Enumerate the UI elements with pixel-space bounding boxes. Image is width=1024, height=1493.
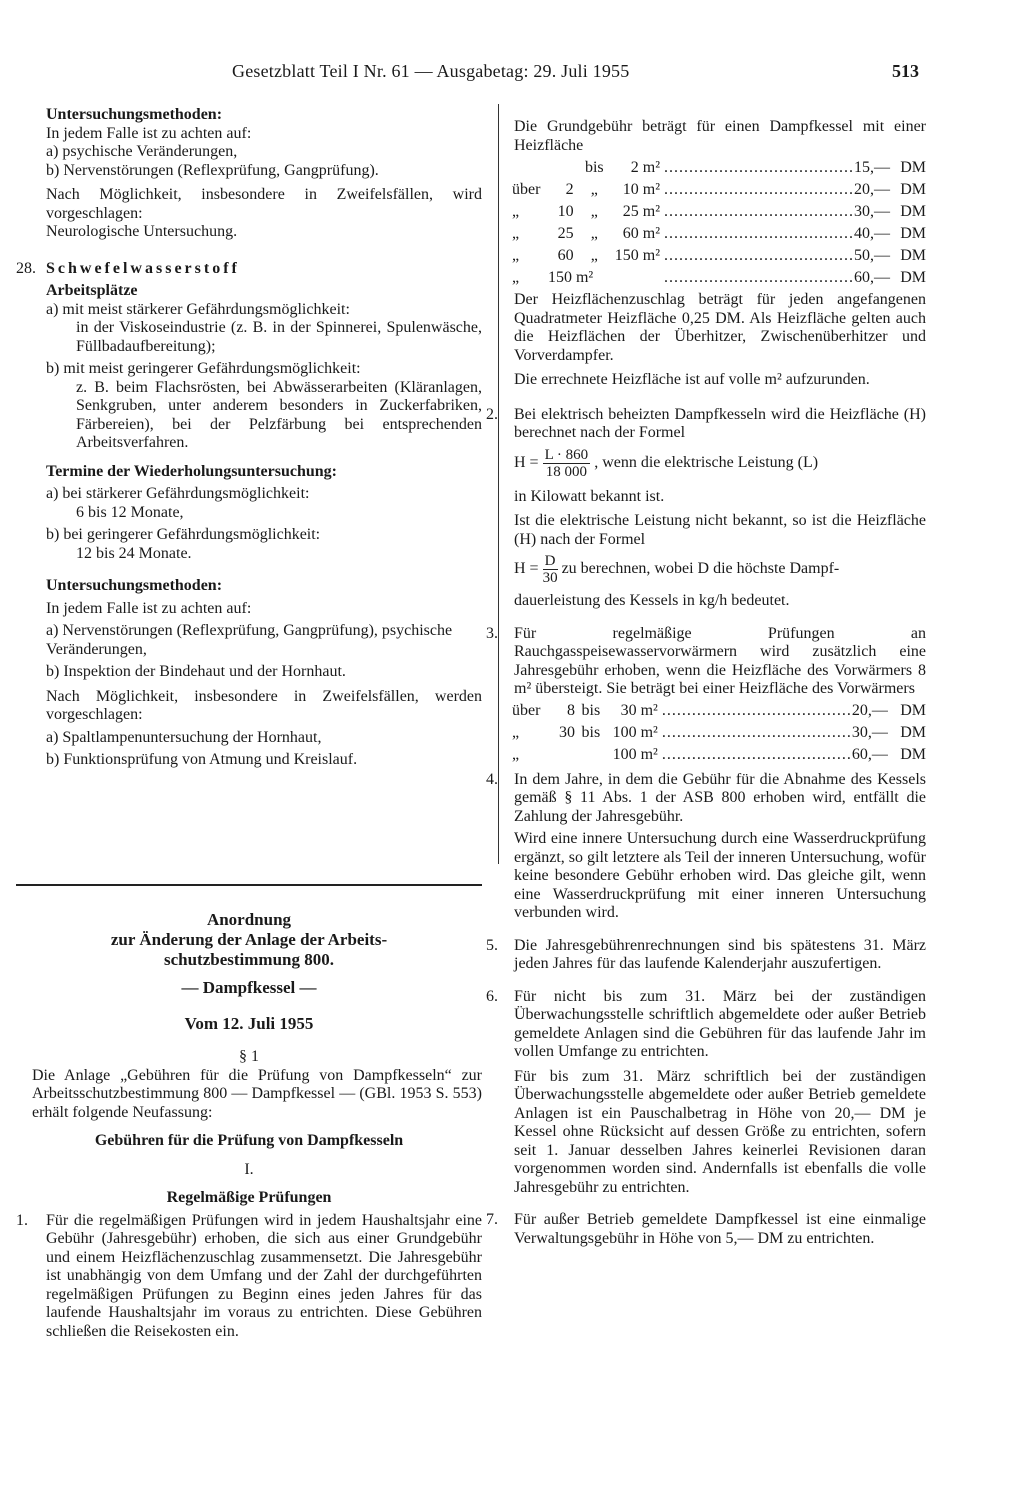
fee-item-6 <box>486 988 926 1198</box>
ordinance <box>16 910 482 1341</box>
fee-item-1 <box>16 1212 482 1342</box>
item-text: Bei elektrisch beheizten Dampfkesseln wird die Heizfläche (H) berechnet nach der Formel <box>514 405 926 441</box>
item-text: Für außer Betrieb gemeldete Dampfkessel ist eine einmalige Verwaltungsgebühr in Höhe von 5,— DM zu entrichten. <box>514 1211 926 1247</box>
item-text: In dem Jahre, in dem die Gebühr für die Abnahme des Kessels gemäß § 11 Abs. 1 der ASB 800 erhoben wird, entfällt die Zahlung der Jahresgebühr. <box>514 770 926 825</box>
methods-block-1 <box>16 106 482 242</box>
ordinance-subtitle: — Dampfkessel — <box>181 978 317 997</box>
left-column <box>16 106 482 770</box>
paragraph-sign: § 1 <box>239 1048 259 1065</box>
item-text: Für nicht bis zum 31. März bei der zuständigen Überwachungsstelle schriftlich abgemeldete oder außer Betrieb gemeldete Anlagen sind die Gebühren für das laufende Jahr im vollen Umfange zu entrichten. <box>514 987 926 1060</box>
item-text-2: Ist die elektrische Leistung nicht bekannt, so ist die Heizfläche (H) nach der Formel <box>514 512 926 548</box>
formula-1: H = $\frac{L \cdot 860}{18 000}$ , wenn die elektrische Leistung (L) <box>514 446 819 480</box>
formula-2: H = $\frac{D}{30}$ zu berechnen, wobei D die höchste Dampf- <box>514 553 840 586</box>
right-column <box>486 118 926 1248</box>
ordinance-title-1: Anordnung <box>206 910 292 929</box>
table-row: „ 30 bis 100 m² ..... 30,— DM <box>512 721 926 743</box>
fraction: $\frac{D}{30}$ <box>542 553 558 586</box>
section-number: I. <box>244 1160 254 1178</box>
formula-1-condition: in Kilowatt bekannt ist. <box>514 487 665 505</box>
table-row: „ 25 „ 60 m² ..... 40,— DM <box>512 221 926 243</box>
methods-note: Nach Möglichkeit, insbesondere in Zweifelsfällen, wird vorgeschlagen: <box>46 186 482 222</box>
table-row: „ 100 m² ..... 60,— DM <box>512 743 926 765</box>
page-header <box>0 62 1024 86</box>
table-row: bis 2 m² ..... 15,— DM <box>512 155 926 177</box>
terms-b: b) bei geringerer Gefährdungsmöglichkeit: <box>46 526 321 543</box>
item-title: Schwefelwasserstoff <box>46 259 240 277</box>
item-number: 28. <box>16 259 36 277</box>
table-row: „ 10 „ 25 m² ..... 30,— DM <box>512 199 926 221</box>
workplaces-b-text: z. B. beim Flachsrösten, bei Abwässerarbeiten (Kläranlagen, Senkgruben, unter anderem besonders in Zuckerfabriken, Färbereien), bei der Pelzfärbung bei entsprechenden Arbeitsverfahren. <box>76 378 482 451</box>
methods2-a: a) Nervenstörungen (Reflexprüfung, Gangprüfung), psychische Veränderungen, <box>46 622 453 658</box>
fee-item-5 <box>486 937 926 974</box>
fee-item-7 <box>486 1211 926 1248</box>
rounding-text: Die errechnete Heizfläche ist auf volle m² aufzurunden. <box>514 371 870 388</box>
item-text-2: Für bis zum 31. März schriftlich bei der zuständigen Überwachungsstelle abgemeldete oder außer Betrieb gemeldete Anlagen ist ein Pauschalbetrag in Höhe von 20,— DM je Kessel ohne Rücksicht auf dessen Größe zu entrichten, sofern seit 1. Januar desselben Jahres keinerlei Revisionen daran vorgenommen worden sind. Andernfalls ist ebenfalls die volle Jahresgebühr zu entrichten. <box>514 1067 926 1196</box>
fee-item-2 <box>486 406 926 611</box>
methods2-intro: In jedem Falle ist zu achten auf: <box>46 599 252 617</box>
fee-item-4 <box>486 771 926 923</box>
table-row: „ 150 m² ..... 60,— DM <box>512 265 926 287</box>
workplaces-a-head: a) mit meist stärkerer Gefährdungsmöglichkeit: <box>46 300 350 318</box>
surcharge-text: Der Heizflächenzuschlag beträgt für jeden angefangenen Quadratmeter Heizfläche 0,25 DM. Als Heizfläche gelten auch die Heizflächen der Überhitzer, Zwischenüberhitzer und Vorverdampfer. <box>514 291 926 364</box>
ordinance-title <box>16 910 482 1034</box>
workplaces-a-text: in der Viskoseindustrie (z. B. in der Spinnerei, Spulenwäsche, Füllbadaufbereitung); <box>76 319 482 355</box>
ordinance-title-3: schutzbestimmung 800. <box>163 950 334 969</box>
table-row: „ 60 „ 150 m² ..... 50,— DM <box>512 243 926 265</box>
fee-item-3 <box>486 625 926 699</box>
terms-b-value: 12 bis 24 Monate. <box>76 544 192 562</box>
workplaces-b-head: b) mit meist geringerer Gefährdungsmöglichkeit: <box>46 360 361 377</box>
terms-a-value: 6 bis 12 Monate, <box>76 503 184 521</box>
item-text-2: Wird eine innere Untersuchung durch eine Wasserdruckprüfung ergänzt, so gilt letztere als Teil der inneren Untersuchung, wofür keine besondere Gebühr erhoben wird. Das gleiche gilt, wenn eine Wasserdruckprüfung mit einer inneren Untersuchung verbunden wird. <box>514 830 926 921</box>
header-title: Gesetzblatt Teil I Nr. 61 — Ausgabetag: 29. Juli 1955 <box>232 61 630 81</box>
item-number: 1. <box>16 1211 28 1229</box>
section-divider <box>16 884 482 886</box>
ordinance-date: Vom 12. Juli 1955 <box>184 1014 314 1033</box>
item-number: 4. <box>486 770 498 788</box>
terms-heading: Termine der Wiederholungsuntersuchung: <box>46 462 338 480</box>
methods2-note-a: a) Spaltlampenuntersuchung der Hornhaut, <box>46 728 322 746</box>
fraction: $\frac{L \cdot 860}{18 000}$ <box>544 446 589 480</box>
base-fee-intro: Die Grundgebühr beträgt für einen Dampfkessel mit einer Heizfläche <box>514 118 926 154</box>
methods2-b: b) Inspektion der Bindehaut und der Hornhaut. <box>46 663 346 680</box>
methods2-note: Nach Möglichkeit, insbesondere in Zweifelsfällen, werden vorgeschlagen: <box>46 687 482 723</box>
item-number: 2. <box>486 405 498 423</box>
formula-2-condition: dauerleistung des Kessels in kg/h bedeutet. <box>514 592 790 609</box>
item-number: 3. <box>486 624 498 642</box>
item-28 <box>16 260 482 770</box>
methods-a: a) psychische Veränderungen, <box>46 143 238 160</box>
base-fee-table <box>512 155 926 287</box>
table-row: über 8 bis 30 m² ..... 20,— DM <box>512 699 926 721</box>
item-text: Für regelmäßige Prüfungen an Rauchgasspeisewasservorwärmern wird zusätzlich eine Jahresgebühr erhoben, wenn die Heizfläche des Vorwärmers 8 m² übersteigt. Sie beträgt bei einer Heizfläche des Vorwärmers <box>514 624 926 697</box>
preheater-fee-table <box>512 699 926 765</box>
methods-b: b) Nervenstörungen (Reflexprüfung, Gangprüfung). <box>46 161 379 179</box>
workplaces-heading: Arbeitsplätze <box>46 282 138 299</box>
page-number: 513 <box>892 61 919 81</box>
table-row: über 2 „ 10 m² ..... 20,— DM <box>512 177 926 199</box>
paragraph-text: Die Anlage „Gebühren für die Prüfung von Dampfkesseln“ zur Arbeitsschutzbestimmung 800 — Dampfkessel — (GBl. 1953 S. 553) erhält folgende Neufassung: <box>32 1066 482 1121</box>
terms-a: a) bei stärkerer Gefährdungsmöglichkeit: <box>46 485 310 502</box>
item-number: 7. <box>486 1211 498 1228</box>
item-text: Die Jahresgebührenrechnungen sind bis spätestens 31. März jeden Jahres für das laufende Kalenderjahr auszufertigen. <box>514 936 926 972</box>
ordinance-title-2: zur Änderung der Anlage der Arbeits- <box>110 930 388 949</box>
section-title: Regelmäßige Prüfungen <box>166 1189 332 1206</box>
methods-note2: Neurologische Untersuchung. <box>46 223 238 240</box>
methods-heading: Untersuchungsmethoden: <box>46 106 223 123</box>
methods-intro: In jedem Falle ist zu achten auf: <box>46 124 252 142</box>
fees-heading: Gebühren für die Prüfung von Dampfkesseln <box>94 1132 404 1149</box>
methods2-note-b: b) Funktionsprüfung von Atmung und Kreislauf. <box>46 751 358 768</box>
item-number: 5. <box>486 936 498 954</box>
methods2-heading: Untersuchungsmethoden: <box>46 577 223 594</box>
item-number: 6. <box>486 987 498 1005</box>
item-text: Für die regelmäßigen Prüfungen wird in jedem Haushaltsjahr eine Gebühr (Jahresgebühr) erhoben, die sich aus einer Grundgebühr und einem Heizflächenzuschlag zusammensetzt. Die Jahresgebühr ist unabhängig von dem Umfang und der Zahl der durchgeführten regelmäßigen Prüfungen zu Beginn eines jeden Jahres für das laufende Haushaltsjahr im voraus zu entrichten. Diese Gebühren schließen die Reisekosten ein. <box>46 1211 482 1340</box>
